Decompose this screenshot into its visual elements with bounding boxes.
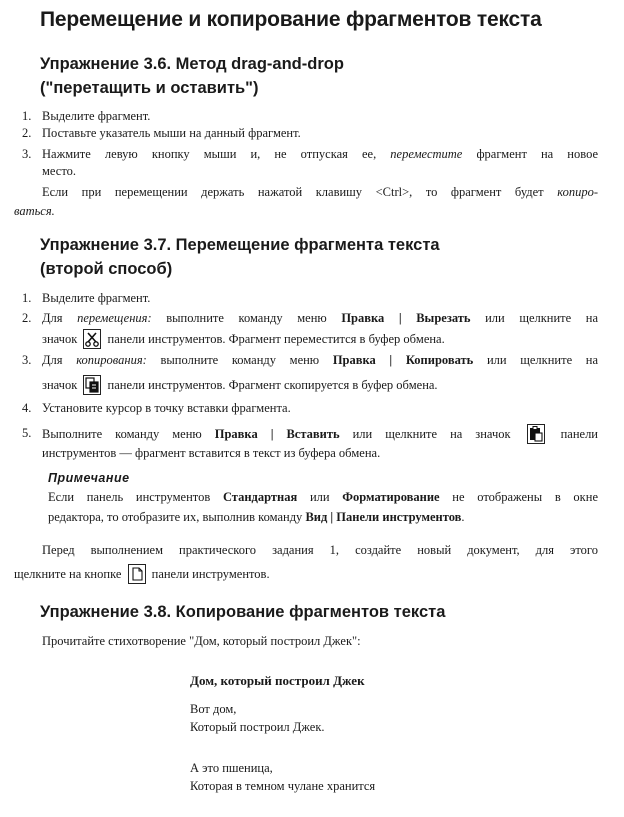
step-number: 2. — [22, 126, 32, 140]
step-text — [42, 310, 598, 326]
menu-command: Вид | Панели инструментов — [305, 510, 462, 524]
paragraph-line: Прочитайте стихотворение "Дом, который построил Джек": — [42, 634, 361, 648]
exercise-3-7-title — [40, 233, 440, 281]
menu-command: Правка | Копировать — [332, 353, 474, 367]
text-run: не отображены в окне — [452, 490, 598, 504]
poem-line: Который построил Джек. — [190, 720, 325, 734]
paragraph-line — [14, 565, 270, 585]
exercise-3-8-title: Упражнение 3.8. Копирование фрагментов текста — [40, 603, 446, 621]
text-run: значок — [42, 331, 78, 346]
step-number: 1. — [22, 109, 32, 123]
text-run: Для — [42, 311, 63, 325]
text-run: редактора, то отобразите их, выполнив команду — [48, 510, 303, 524]
text-run: панели инструментов. Фрагмент скопируется в буфер обмена. — [107, 377, 438, 392]
text-run: . — [461, 510, 465, 524]
step-text-continued — [42, 330, 445, 350]
emphasis-text: копирования: — [76, 353, 147, 367]
note-title: Примечание — [48, 471, 130, 485]
step-text — [42, 352, 598, 368]
exercise-title-line: Упражнение 3.7. Перемещение фрагмента текста — [40, 236, 440, 254]
text-run: Выполните команду меню — [42, 426, 202, 441]
text-run: панели инструментов. Фрагмент переместится в буфер обмена. — [107, 331, 445, 346]
step-number: 5. — [22, 426, 32, 440]
text-run: или щелкните на — [485, 311, 599, 325]
menu-command: Вырезать — [416, 311, 471, 325]
note-text — [48, 489, 598, 505]
step-text-continued: место. — [42, 164, 76, 178]
step-text: Выделите фрагмент. — [42, 291, 151, 305]
text-run: фрагмент на новое — [476, 147, 599, 161]
text-run: Если при перемещении держать нажатой клавишу <Ctrl>, то фрагмент будет — [42, 185, 544, 199]
emphasis-text: копиро- — [557, 185, 598, 199]
paragraph-line — [14, 203, 55, 219]
text-run: или щелкните на значок — [352, 426, 511, 441]
text-run: или — [309, 490, 330, 504]
note-text-continued — [48, 509, 465, 525]
paste-icon — [527, 424, 545, 444]
text-run: выполните команду меню — [160, 353, 320, 367]
poem-title: Дом, который построил Джек — [190, 673, 365, 688]
text-run: Нажмите левую кнопку мыши и, не отпуская ее, — [42, 147, 377, 161]
paragraph-line — [42, 184, 598, 200]
toolbar-name: Стандартная — [222, 490, 298, 504]
step-text — [42, 425, 598, 445]
step-number: 2. — [22, 311, 32, 325]
text-run: значок — [42, 377, 78, 392]
exercise-title-line: ("перетащить и оставить") — [40, 79, 259, 97]
text-run: или щелкните на — [486, 353, 599, 367]
text-run: Для — [42, 353, 63, 367]
emphasis-text: ваться. — [14, 204, 55, 218]
step-number: 4. — [22, 401, 32, 415]
step-text-continued: инструментов — фрагмент вставится в текст из буфера обмена. — [42, 446, 381, 460]
emphasis-text: перемещения: — [77, 311, 152, 325]
exercise-3-6-title — [40, 52, 344, 100]
text-run: щелкните на кнопке — [14, 566, 122, 581]
cut-icon — [83, 329, 101, 349]
step-text: Поставьте указатель мыши на данный фрагмент. — [42, 126, 301, 140]
step-text: Выделите фрагмент. — [42, 109, 151, 123]
toolbar-name: Форматирование — [342, 490, 440, 504]
step-text-continued — [42, 376, 438, 396]
text-run: панели — [560, 426, 598, 441]
emphasis-text: переместите — [390, 147, 463, 161]
menu-command: Правка | Вставить — [214, 426, 340, 441]
poem-line: Вот дом, — [190, 702, 237, 716]
step-text: Установите курсор в точку вставки фрагмента. — [42, 401, 291, 415]
step-number: 3. — [22, 353, 32, 367]
exercise-title-line: Упражнение 3.6. Метод drag-and-drop — [40, 55, 344, 73]
step-number: 3. — [22, 147, 32, 161]
exercise-title-line: (второй способ) — [40, 260, 173, 278]
poem-line: Которая в темном чулане хранится — [190, 779, 376, 793]
page-title: Перемещение и копирование фрагментов текста — [40, 8, 542, 31]
text-run: выполните команду меню — [166, 311, 327, 325]
copy-icon — [83, 375, 101, 395]
poem-line: А это пшеница, — [190, 761, 273, 775]
text-run: панели инструментов. — [151, 566, 270, 581]
step-number: 1. — [22, 291, 32, 305]
menu-command: Правка | — [341, 311, 402, 325]
new-document-icon — [128, 564, 146, 584]
paragraph-line: Перед выполнением практического задания 1, создайте новый документ, для этого — [42, 543, 598, 557]
text-run: Если панель инструментов — [48, 490, 211, 504]
step-text — [42, 146, 598, 162]
